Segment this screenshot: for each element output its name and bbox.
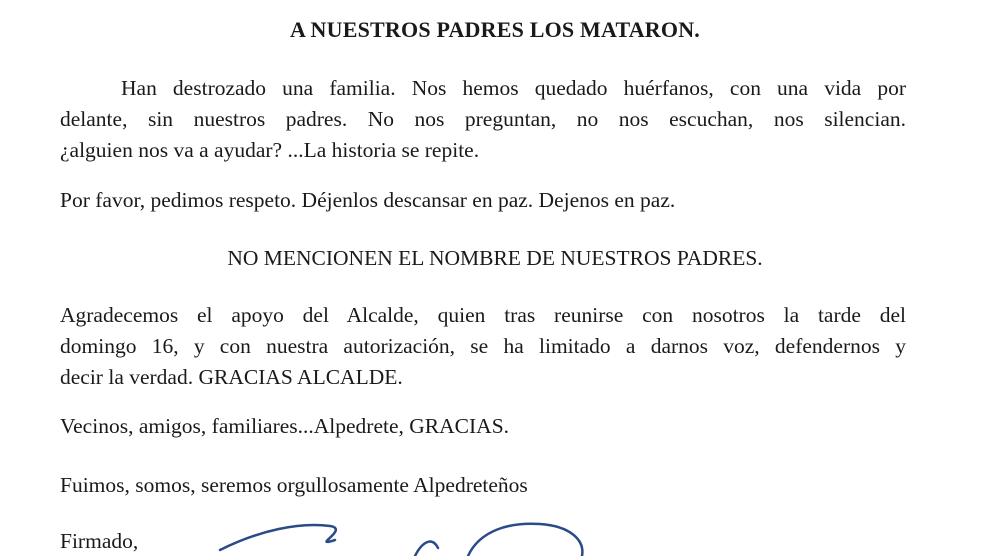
paragraph-2: Por favor, pedimos respeto. Déjenlos descansar en paz. Dejenos en paz.: [60, 188, 676, 212]
paragraph-1-line-3: ¿alguien nos va a ayudar? ...La historia se repite.: [60, 138, 480, 162]
paragraph-1: [60, 73, 906, 166]
paragraph-1-line-2: delante, sin nuestros padres. No nos preguntan, no nos escuchan, nos silencian.: [60, 107, 906, 131]
paragraph-1-line-1: Han destrozado una familia. Nos hemos quedado huérfanos, con una vida por: [121, 76, 906, 100]
paragraph-4-line-3: decir la verdad. GRACIAS ALCALDE.: [60, 365, 403, 389]
paragraph-4: [60, 300, 906, 393]
paragraph-6: Fuimos, somos, seremos orgullosamente Alpedreteños: [60, 473, 528, 497]
handwritten-signature: [200, 500, 620, 556]
paragraph-4-line-1: Agradecemos el apoyo del Alcalde, quien tras reunirse con nosotros la tarde del: [60, 303, 906, 327]
letter-title: A NUESTROS PADRES LOS MATARON.: [289, 17, 700, 42]
signed-label: Firmado,: [60, 529, 139, 553]
paragraph-3: NO MENCIONEN EL NOMBRE DE NUESTROS PADRES.: [227, 246, 763, 270]
paragraph-5: Vecinos, amigos, familiares...Alpedrete, GRACIAS.: [60, 414, 510, 438]
paragraph-4-line-2: domingo 16, y con nuestra autorización, se ha limitado a darnos voz, defendernos y: [60, 334, 906, 358]
